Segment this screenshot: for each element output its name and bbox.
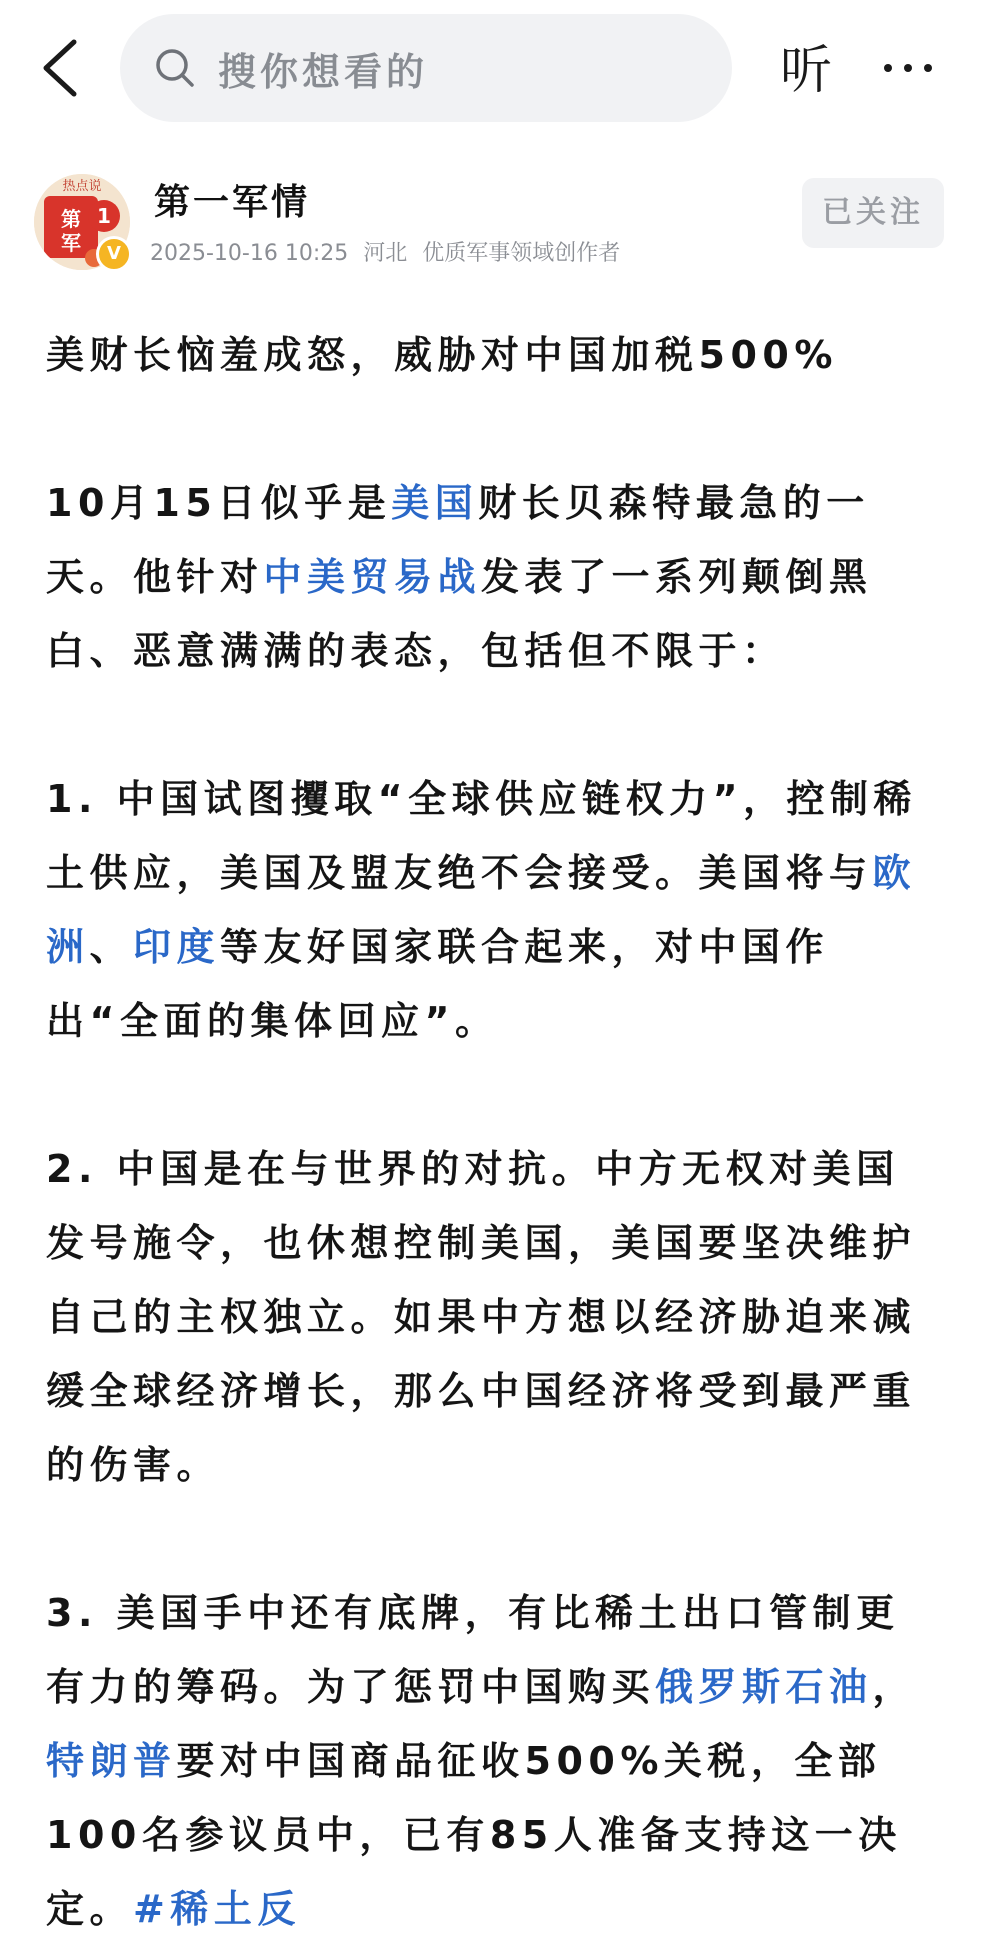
search-input[interactable] bbox=[120, 14, 732, 122]
post-location: 河北 bbox=[363, 241, 408, 266]
svg-text:热点说: 热点说 bbox=[62, 179, 102, 194]
paragraph-text: 财长贝森特最急的一天。他针对 bbox=[46, 481, 870, 599]
entity-link[interactable]: 印度 bbox=[133, 925, 221, 969]
paragraph-text: 发表了一系列颠倒黑白、恶意满满的表态，包括但不限于： bbox=[46, 555, 873, 673]
author-row bbox=[0, 160, 986, 280]
author-meta bbox=[150, 236, 628, 267]
article-paragraph bbox=[46, 762, 926, 1058]
article-paragraph bbox=[46, 1576, 926, 1946]
article-paragraph: 2. 中国是在与世界的对抗。中方无权对美国发号施令，也休想控制美国，美国要坚决维护自己的主权独立。如果中方想以经济胁迫来减缓全球经济增长，那么中国经济将受到最严重的伤害。 bbox=[46, 1147, 917, 1487]
entity-link[interactable]: 俄罗斯石油 bbox=[655, 1665, 873, 1709]
article-title: 美财长恼羞成怒，威胁对中国加税500% bbox=[46, 333, 838, 377]
entity-link[interactable]: 中美贸易战 bbox=[263, 555, 482, 599]
author-name[interactable]: 第一军情 bbox=[154, 182, 311, 223]
post-timestamp: 2025-10-16 10:25 bbox=[150, 241, 349, 266]
top-bar bbox=[0, 0, 986, 140]
article-paragraph bbox=[46, 466, 926, 688]
paragraph-text: 1. 中国试图攫取“全球供应链权力”，控制稀土供应，美国及盟友绝不会接受。美国将与 bbox=[46, 777, 918, 895]
paragraph-text: 10月15日似乎是 bbox=[46, 481, 392, 525]
svg-text:1: 1 bbox=[97, 204, 111, 228]
back-arrow-icon[interactable] bbox=[38, 38, 88, 98]
entity-link[interactable]: 美国 bbox=[391, 481, 479, 525]
author-description: 优质军事领域创作者 bbox=[422, 241, 621, 266]
follow-button[interactable]: 已关注 bbox=[802, 178, 944, 248]
search-icon bbox=[154, 47, 196, 89]
verified-badge-icon: V bbox=[96, 236, 132, 272]
search-placeholder: 搜你想看的 bbox=[218, 49, 429, 94]
entity-link[interactable]: 特朗普 bbox=[46, 1739, 177, 1783]
article-body bbox=[46, 318, 926, 1946]
svg-text:第: 第 bbox=[61, 207, 81, 231]
entity-link[interactable]: 欧洲 bbox=[46, 851, 917, 969]
svg-text:军: 军 bbox=[61, 231, 81, 255]
paragraph-text: ， bbox=[872, 1665, 917, 1709]
listen-button[interactable]: 听 bbox=[780, 41, 833, 101]
paragraph-text: 要对中国商品征收500%关税，全部100名参议员中，已有85人准备支持这一决定。 bbox=[46, 1739, 902, 1931]
hashtag-link[interactable]: #稀土反 bbox=[133, 1887, 301, 1931]
paragraph-text: 3. 美国手中还有底牌，有比稀土出口管制更有力的筹码。为了惩罚中国购买 bbox=[46, 1591, 900, 1709]
paragraph-text: 等友好国家联合起来，对中国作出“全面的集体回应”。 bbox=[46, 925, 830, 1043]
more-dots-icon[interactable] bbox=[878, 48, 938, 88]
paragraph-text: 、 bbox=[89, 925, 134, 969]
